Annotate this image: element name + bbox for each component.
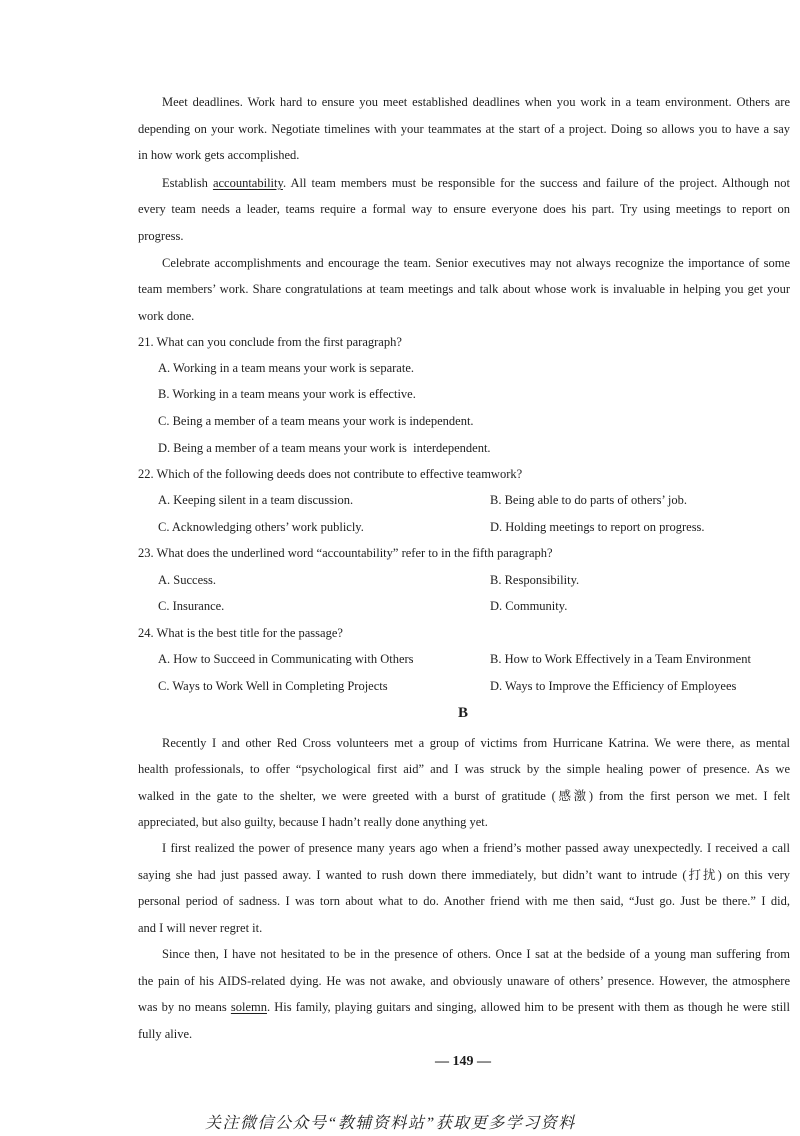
passage-a-line xyxy=(162,174,790,192)
question-21-option-d: D. Being a member of a team means your work is interdependent. xyxy=(158,441,491,455)
passage-a-line: Meet deadlines. Work hard to ensure you meet established deadlines when you work in a team environment. Others are xyxy=(162,95,790,109)
passage-b-line: fully alive. xyxy=(138,1027,193,1041)
passage-a-line: in how work gets accomplished. xyxy=(138,148,300,162)
question-24-option-c: C. Ways to Work Well in Completing Projects xyxy=(158,679,388,693)
passage-a-line: work done. xyxy=(138,309,195,323)
underlined-word-solemn: solemn xyxy=(230,1000,267,1014)
question-23-option-c: C. Insurance. xyxy=(158,599,225,613)
passage-b-line: appreciated, but also guilty, because I hadn’t really done anything yet. xyxy=(138,815,488,829)
passage-a-line: team members’ work. Share congratulations at team meetings and talk about whose work is invaluable in helping you get your xyxy=(138,282,790,296)
question-stem-24: 24. What is the best title for the passage? xyxy=(138,626,343,640)
passage-b-line: saying she had just passed away. I wanted to rush down there immediately, but didn’t want to intrude (打扰) on this very xyxy=(138,868,790,882)
passage-b-line xyxy=(138,998,790,1016)
passage-b-line: the pain of his AIDS-related dying. He was not awake, and obviously unaware of others’ presence. However, the atmosphere xyxy=(138,974,790,988)
underlined-word-accountability: accountability xyxy=(212,176,283,190)
line-text: was by no means xyxy=(138,1000,231,1014)
line-text: . His family, playing guitars and singing, allowed him to be present with them as though he were still xyxy=(266,1000,790,1014)
question-stem-21: 21. What can you conclude from the first paragraph? xyxy=(138,335,402,349)
line-text: Establish xyxy=(162,176,213,190)
question-23-option-d: D. Community. xyxy=(490,599,568,613)
question-23-option-a: A. Success. xyxy=(158,573,216,587)
question-stem-23: 23. What does the underlined word “accountability” refer to in the fifth paragraph? xyxy=(138,546,553,560)
passage-b-line: walked in the gate to the shelter, we were greeted with a burst of gratitude (感激) from the first person we met. I felt xyxy=(138,789,790,803)
passage-b-line: health professionals, to offer “psychological first aid” and I was struck by the simple healing power of presence. As we xyxy=(138,762,790,776)
question-24-option-d: D. Ways to Improve the Efficiency of Employees xyxy=(490,679,737,693)
question-22-option-d: D. Holding meetings to report on progress. xyxy=(490,520,705,534)
question-22-option-a: A. Keeping silent in a team discussion. xyxy=(158,493,354,507)
question-22-option-b: B. Being able to do parts of others’ job. xyxy=(490,493,687,507)
section-b-heading: B xyxy=(457,705,468,721)
footer-note: 关注微信公众号“教辅资料站”获取更多学习资料 xyxy=(205,1115,576,1132)
question-22-option-c: C. Acknowledging others’ work publicly. xyxy=(158,520,364,534)
question-stem-22: 22. Which of the following deeds does not contribute to effective teamwork? xyxy=(138,467,523,481)
question-24-option-a: A. How to Succeed in Communicating with Others xyxy=(158,652,414,666)
question-21-option-a: A. Working in a team means your work is separate. xyxy=(158,361,414,375)
question-21-option-c: C. Being a member of a team means your work is independent. xyxy=(158,414,474,428)
passage-b-line: I first realized the power of presence many years ago when a friend’s mother passed away unexpectedly. I received a call xyxy=(162,841,790,855)
page-number: — 149 — xyxy=(435,1054,491,1069)
passage-b-line: and I will never regret it. xyxy=(138,921,263,935)
passage-a-line: depending on your work. Negotiate timelines with your teammates at the start of a project. Doing so allows you to have a say xyxy=(138,122,790,136)
passage-b-line: personal period of sadness. I was torn about what to do. Another friend with me then said, “Just go. Just be there.” I did, xyxy=(138,894,790,908)
question-24-option-b: B. How to Work Effectively in a Team Environment xyxy=(490,652,751,666)
question-21-option-b: B. Working in a team means your work is effective. xyxy=(158,387,416,401)
line-text: . All team members must be responsible for the success and failure of the project. Although not xyxy=(282,176,790,190)
passage-b-line: Recently I and other Red Cross volunteers met a group of victims from Hurricane Katrina. We were there, as mental xyxy=(162,736,790,750)
passage-b-line: Since then, I have not hesitated to be in the presence of others. Once I sat at the bedside of a young man suffering from xyxy=(162,947,790,961)
passage-a-line: progress. xyxy=(138,229,184,243)
passage-a-line: Celebrate accomplishments and encourage the team. Senior executives may not always recognize the importance of some xyxy=(162,256,790,270)
passage-a-line: every team needs a leader, teams require a formal way to ensure everyone does his part. Try using meetings to report on xyxy=(138,202,790,216)
question-23-option-b: B. Responsibility. xyxy=(490,573,580,587)
